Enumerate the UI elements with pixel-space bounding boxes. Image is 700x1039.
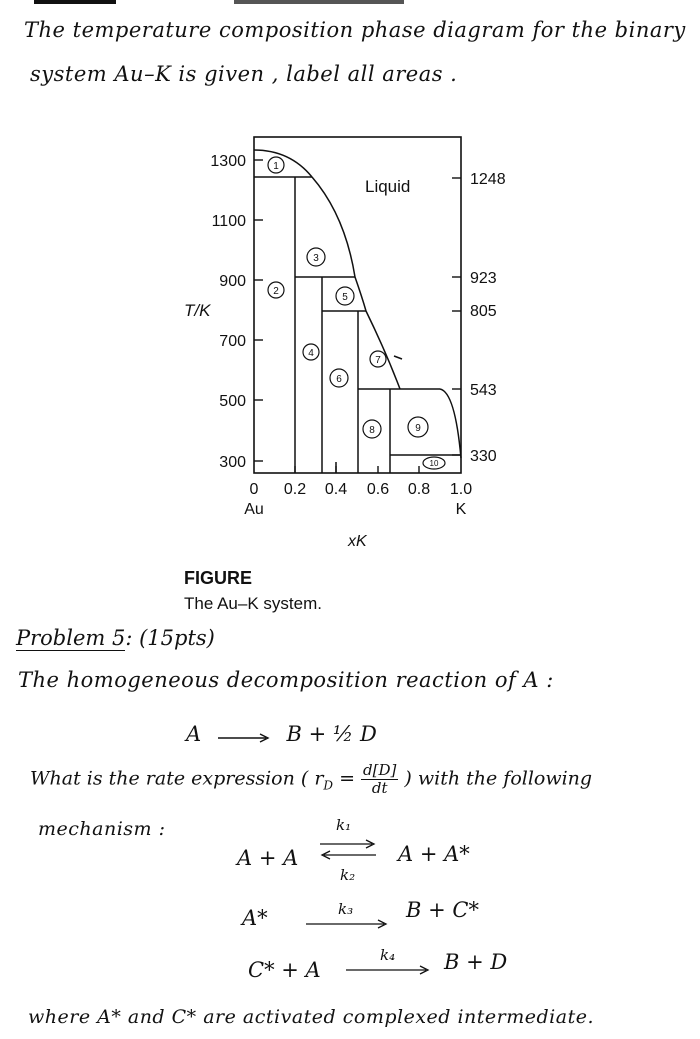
overall-reaction [186, 722, 377, 748]
problem-number: Problem 5 [16, 626, 126, 650]
question-text-start: What is the rate expression ( r [30, 767, 324, 790]
figure-caption-title: FIGURE [184, 568, 253, 588]
footer-note: where A* and C* are activated complexed intermediate. [28, 1006, 594, 1028]
k3-arrow [304, 900, 390, 932]
reaction-arrow [216, 724, 272, 748]
problem-intro-line-2: system Au–K is given , label all areas . [30, 62, 458, 86]
problem-heading [16, 626, 215, 650]
mechanism-step-3-rhs: B + D [444, 950, 508, 974]
region-label-1: 1 [273, 161, 279, 172]
y-tick-label: 1100 [211, 213, 246, 230]
x-tick-label: 0 [249, 481, 259, 498]
x-tick-label: 0.2 [283, 481, 307, 498]
region-label-5: 5 [342, 292, 348, 303]
region-label-9: 9 [415, 423, 421, 434]
region-label-7: 7 [375, 355, 381, 366]
y-tick-label: 300 [219, 454, 246, 471]
liquidus-k-side [440, 389, 461, 458]
x-tick-label: 0.6 [366, 481, 390, 498]
region-label-3: 3 [313, 253, 319, 264]
x-axis-label: xK [348, 533, 367, 550]
right-tick-label: 805 [470, 303, 497, 320]
x-tick-label: 1.0 [449, 481, 473, 498]
reaction-products: B + ½ D [286, 722, 377, 746]
phase-boundaries [254, 150, 461, 473]
liquid-label: Liquid [365, 177, 411, 196]
left-ticks [254, 160, 263, 461]
right-tick-label: 923 [470, 270, 497, 287]
y-tick-label: 1300 [210, 153, 246, 170]
right-tick-label: 330 [470, 448, 497, 465]
y-axis-label: T/K [184, 301, 211, 320]
k1-label: k₁ [336, 816, 352, 834]
region-label-10: 10 [429, 459, 439, 468]
equilibrium-arrows [318, 816, 378, 888]
figure-caption-text: The Au–K system. [184, 594, 322, 613]
question-line [30, 762, 592, 797]
region-label-4: 4 [308, 348, 314, 359]
k4-label: k₄ [380, 946, 396, 964]
right-tick-label: 543 [470, 382, 497, 399]
bottom-ticks [295, 466, 419, 473]
x-tick-label: 0.4 [324, 481, 348, 498]
mechanism-label: mechanism : [38, 818, 166, 840]
x-tick-labels [244, 481, 472, 518]
mechanism-step-2-rhs: B + C* [406, 898, 479, 922]
x-tick-label: 0.8 [407, 481, 431, 498]
mechanism-step-2-lhs: A* [242, 906, 268, 930]
liquidus-lower [366, 311, 400, 389]
left-tick-labels [210, 153, 246, 471]
annotation-tick [394, 356, 402, 359]
equals-sign: = [333, 767, 362, 790]
right-ticks [452, 178, 461, 455]
fraction-numerator: d[D] [363, 761, 397, 779]
reaction-reactant: A [186, 722, 202, 746]
region-labels [273, 161, 439, 468]
k4-arrow [344, 946, 432, 978]
region-label-8: 8 [369, 425, 375, 436]
fraction-denominator: dt [371, 779, 388, 797]
y-tick-label: 500 [219, 393, 246, 410]
rate-fraction [361, 762, 398, 797]
k2-label: k₂ [340, 866, 356, 884]
mechanism-step-1-rhs: A + A* [398, 842, 470, 866]
region-label-2: 2 [273, 286, 279, 297]
right-tick-label: 1248 [470, 171, 506, 188]
right-tick-labels [470, 171, 506, 465]
region-label-6: 6 [336, 374, 342, 385]
x-end-label-k: K [455, 501, 467, 518]
mechanism-step-1-lhs: A + A [237, 846, 299, 870]
problem-text-line-1: The homogeneous decomposition reaction of A : [18, 668, 554, 692]
rate-subscript: D [323, 778, 334, 793]
liquidus-923-805 [355, 277, 366, 311]
liquidus-upper [254, 150, 312, 177]
question-text-end: ) with the following [404, 767, 593, 790]
y-tick-label: 700 [219, 333, 246, 350]
problem-intro-line-1: The temperature composition phase diagram for the binary [24, 18, 686, 42]
problem-points: : (15pts) [125, 626, 215, 650]
mechanism-step-3-lhs: C* + A [248, 958, 321, 982]
k3-label: k₃ [338, 900, 354, 918]
x-end-label-au: Au [244, 501, 264, 518]
y-tick-label: 900 [219, 273, 246, 290]
